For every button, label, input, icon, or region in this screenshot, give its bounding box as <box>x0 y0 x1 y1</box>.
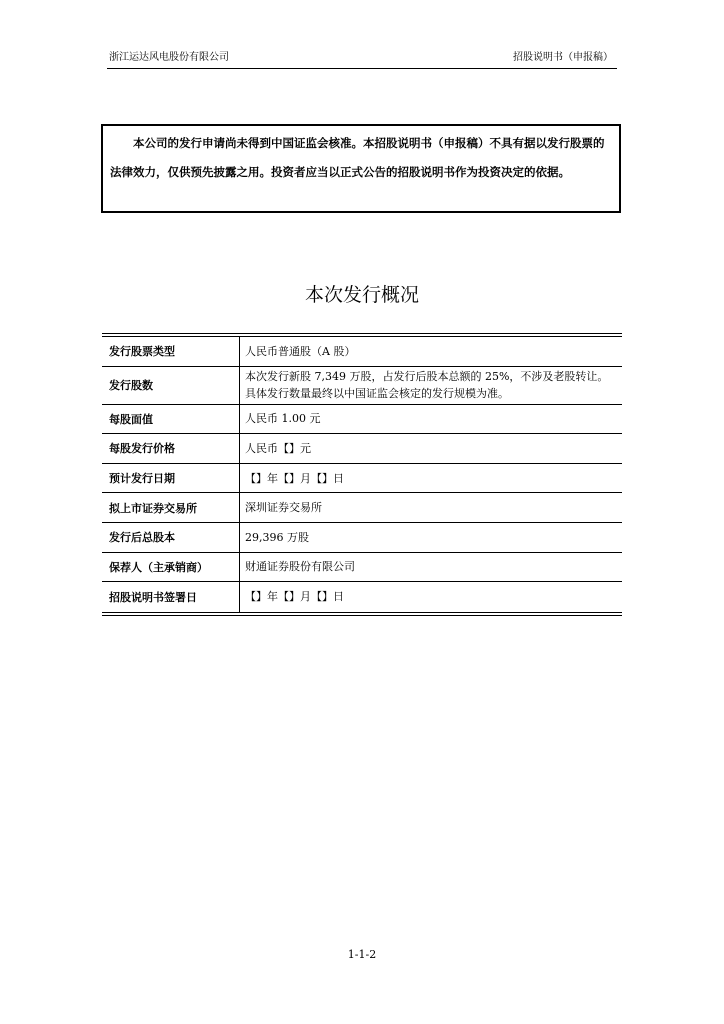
table-row <box>102 493 622 523</box>
table-row <box>102 405 622 435</box>
row-label: 招股说明书签署日 <box>102 582 240 612</box>
table-row <box>102 337 622 367</box>
table-row <box>102 582 622 612</box>
row-value: 29,396 万股 <box>245 530 309 544</box>
row-value: 【】年【】月【】日 <box>245 471 344 485</box>
table-row <box>102 464 622 494</box>
offering-summary-table <box>102 333 622 616</box>
disclaimer-notice-box <box>101 124 621 213</box>
row-value: 财通证券股份有限公司 <box>245 560 355 574</box>
row-value: 人民币普通股（A 股） <box>245 344 356 358</box>
header-company-name: 浙江运达风电股份有限公司 <box>109 52 229 63</box>
row-value: 本次发行新股 7,349 万股，占发行后股本总额的 25%，不涉及老股转让。具体发行数量最终以中国证监会核定的发行规模为准。 <box>245 370 609 401</box>
row-value: 深圳证券交易所 <box>245 501 322 515</box>
row-value: 人民币 1.00 元 <box>245 412 321 426</box>
row-label: 发行股票类型 <box>102 337 240 366</box>
disclaimer-notice-text: 本公司的发行申请尚未得到中国证监会核准。本招股说明书（申报稿）不具有据以发行股票的法律效力，仅供预先披露之用。投资者应当以正式公告的招股说明书作为投资决定的依据。 <box>110 136 605 179</box>
row-value: 人民币【】元 <box>245 441 311 455</box>
table-row <box>102 553 622 583</box>
row-label: 每股发行价格 <box>102 434 240 463</box>
table-row <box>102 523 622 553</box>
section-title: 本次发行概况 <box>304 284 419 306</box>
row-label: 发行股数 <box>102 367 240 404</box>
table-row <box>102 367 622 405</box>
row-label: 每股面值 <box>102 405 240 434</box>
table-row <box>102 434 622 464</box>
row-value: 【】年【】月【】日 <box>245 590 344 604</box>
row-label: 保荐人（主承销商） <box>102 553 240 582</box>
row-label: 预计发行日期 <box>102 464 240 493</box>
row-label: 发行后总股本 <box>102 523 240 552</box>
page-header <box>107 50 617 69</box>
row-label: 拟上市证券交易所 <box>102 493 240 522</box>
header-document-name: 招股说明书（申报稿） <box>513 52 613 63</box>
page-number: 1-1-2 <box>347 948 377 961</box>
